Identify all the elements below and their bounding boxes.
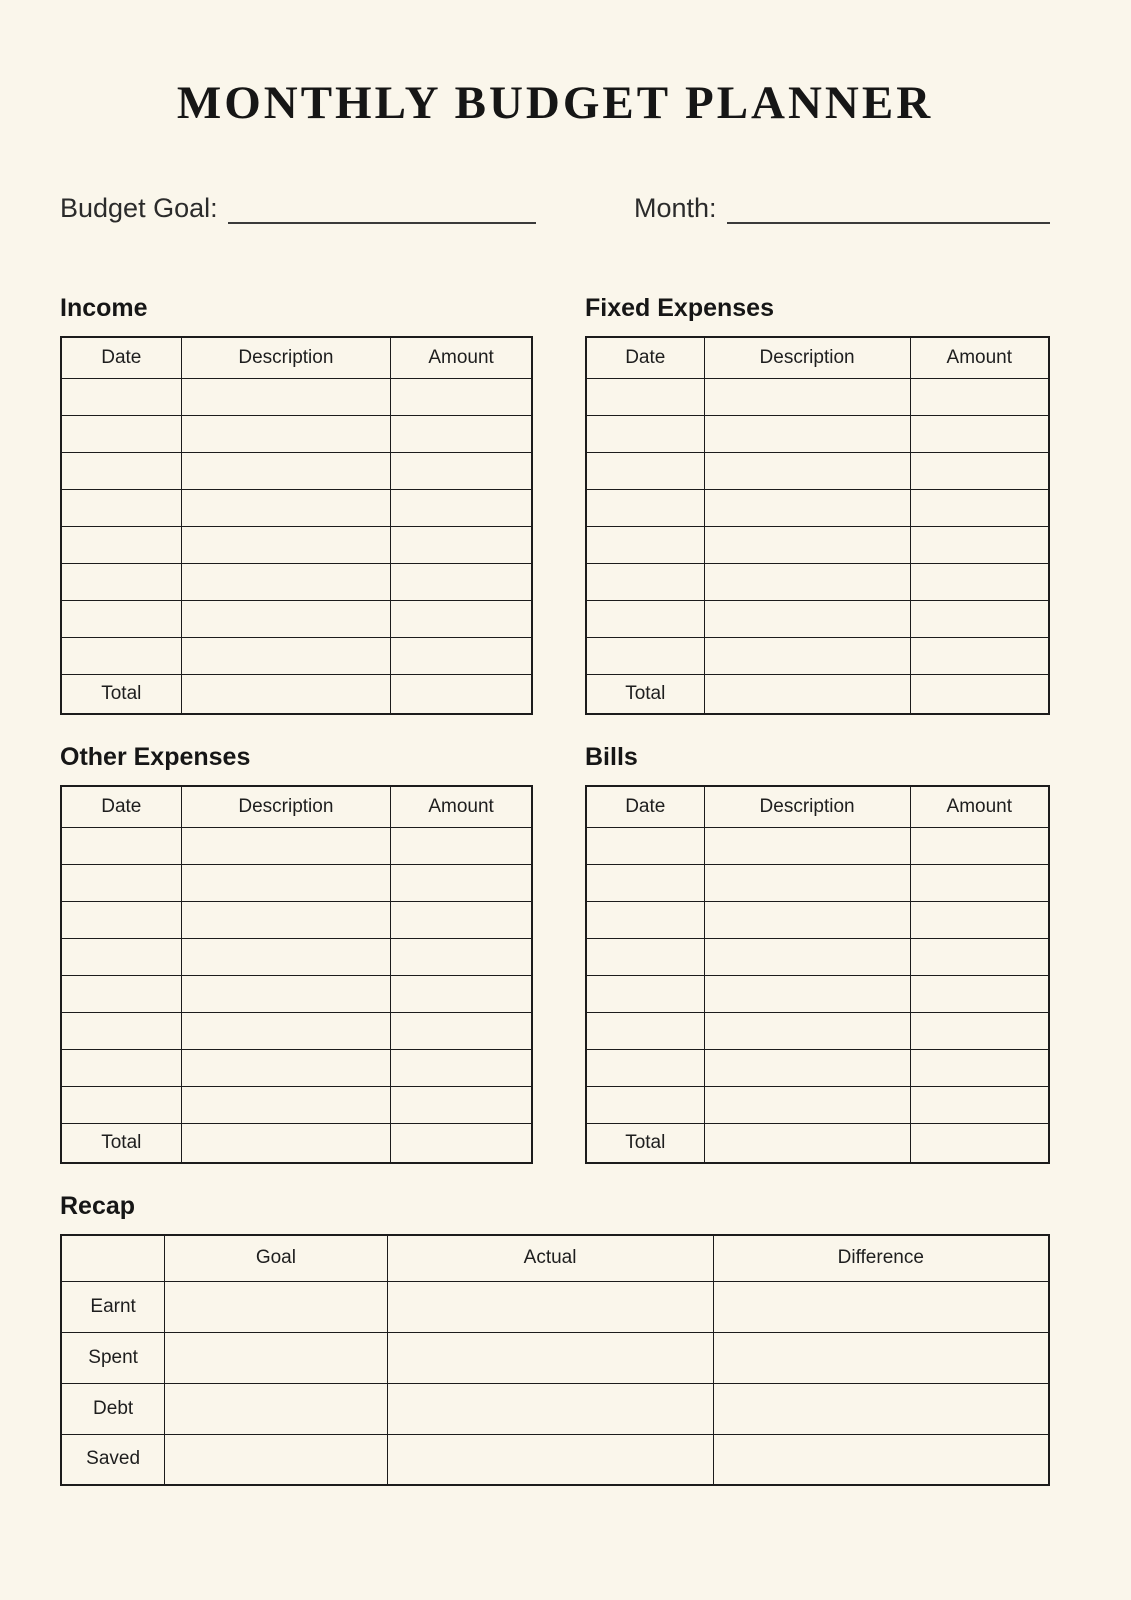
other-expenses-entry-cell[interactable] — [391, 938, 532, 975]
other-expenses-entry-cell[interactable] — [391, 901, 532, 938]
bills-row — [586, 901, 1049, 938]
section-heading-other-expenses: Other Expenses — [60, 743, 251, 771]
income-column-header: Amount — [391, 337, 532, 378]
recap-row — [61, 1434, 1049, 1485]
bills-column-header: Description — [704, 786, 910, 827]
recap-table — [60, 1234, 1050, 1486]
income-entry-cell[interactable] — [61, 600, 181, 637]
bills-row — [586, 1086, 1049, 1123]
page-title: MONTHLY BUDGET PLANNER — [176, 77, 934, 129]
other-expenses-entry-cell[interactable] — [181, 864, 391, 901]
bills-column-header: Amount — [910, 786, 1049, 827]
fixed-expenses-entry-cell[interactable] — [704, 600, 910, 637]
other-expenses-entry-cell[interactable] — [181, 1012, 391, 1049]
bills-row — [586, 975, 1049, 1012]
budget-goal-label: Budget Goal: — [60, 193, 218, 223]
income-entry-cell[interactable] — [181, 378, 391, 415]
income-row — [61, 489, 532, 526]
recap-column-header: Goal — [165, 1235, 387, 1281]
bills-entry-cell[interactable] — [586, 827, 704, 864]
bills-section — [585, 743, 1050, 1164]
recap-column-header — [61, 1235, 165, 1281]
fixed-expenses-entry-cell[interactable] — [586, 452, 704, 489]
income-entry-cell[interactable] — [391, 674, 532, 714]
other-expenses-entry-cell[interactable] — [391, 1012, 532, 1049]
section-heading-fixed-expenses: Fixed Expenses — [585, 294, 774, 322]
income-table — [60, 336, 533, 715]
income-column-header: Date — [61, 337, 181, 378]
fixed-expenses-row — [586, 637, 1049, 674]
other-expenses-row — [61, 901, 532, 938]
fixed-expenses-entry-cell[interactable] — [910, 489, 1049, 526]
fixed-expenses-row — [586, 563, 1049, 600]
income-entry-cell[interactable] — [391, 415, 532, 452]
fixed-expenses-column-header: Date — [586, 337, 704, 378]
bills-row — [586, 1049, 1049, 1086]
other-expenses-entry-cell[interactable] — [61, 827, 181, 864]
recap-column-header: Difference — [713, 1235, 1049, 1281]
bills-entry-cell[interactable] — [586, 975, 704, 1012]
fixed-expenses-entry-cell[interactable] — [704, 637, 910, 674]
bills-entry-cell[interactable] — [704, 827, 910, 864]
income-entry-cell[interactable] — [61, 637, 181, 674]
other-expenses-column-header: Description — [181, 786, 391, 827]
other-expenses-entry-cell[interactable] — [391, 1123, 532, 1163]
bills-entry-cell[interactable] — [910, 1012, 1049, 1049]
income-row — [61, 415, 532, 452]
month-label: Month: — [634, 193, 717, 223]
bills-table — [585, 785, 1050, 1164]
bills-entry-cell[interactable] — [586, 864, 704, 901]
month-field — [634, 192, 1050, 224]
recap-row-label: Spent — [61, 1332, 165, 1383]
recap-entry-cell[interactable] — [713, 1383, 1049, 1434]
recap-row-label: Saved — [61, 1434, 165, 1485]
income-row — [61, 563, 532, 600]
budget-goal-field — [60, 192, 536, 224]
bills-entry-cell[interactable] — [910, 1049, 1049, 1086]
other-expenses-entry-cell[interactable] — [61, 901, 181, 938]
fixed-expenses-row — [586, 452, 1049, 489]
income-entry-cell[interactable] — [181, 526, 391, 563]
other-expenses-entry-cell[interactable] — [181, 1123, 391, 1163]
other-expenses-total-label: Total — [61, 1123, 181, 1163]
other-expenses-entry-cell[interactable] — [61, 1012, 181, 1049]
fixed-expenses-section — [585, 294, 1050, 715]
bills-entry-cell[interactable] — [704, 901, 910, 938]
recap-entry-cell[interactable] — [387, 1332, 713, 1383]
bills-entry-cell[interactable] — [704, 864, 910, 901]
bills-entry-cell[interactable] — [586, 1086, 704, 1123]
recap-entry-cell[interactable] — [165, 1281, 387, 1332]
fixed-expenses-entry-cell[interactable] — [704, 563, 910, 600]
fixed-expenses-entry-cell[interactable] — [704, 378, 910, 415]
other-expenses-entry-cell[interactable] — [391, 827, 532, 864]
income-entry-cell[interactable] — [391, 600, 532, 637]
income-entry-cell[interactable] — [391, 637, 532, 674]
other-expenses-row — [61, 975, 532, 1012]
income-row — [61, 526, 532, 563]
income-entry-cell[interactable] — [61, 452, 181, 489]
recap-entry-cell[interactable] — [713, 1332, 1049, 1383]
other-expenses-entry-cell[interactable] — [391, 975, 532, 1012]
bills-entry-cell[interactable] — [910, 1123, 1049, 1163]
other-expenses-entry-cell[interactable] — [181, 938, 391, 975]
fixed-expenses-entry-cell[interactable] — [704, 489, 910, 526]
bills-row — [586, 827, 1049, 864]
income-entry-cell[interactable] — [61, 526, 181, 563]
income-entry-cell[interactable] — [181, 489, 391, 526]
bills-entry-cell[interactable] — [704, 1123, 910, 1163]
fixed-expenses-entry-cell[interactable] — [704, 526, 910, 563]
fixed-expenses-entry-cell[interactable] — [910, 452, 1049, 489]
bills-entry-cell[interactable] — [910, 827, 1049, 864]
bills-column-header: Date — [586, 786, 704, 827]
fixed-expenses-column-header: Amount — [910, 337, 1049, 378]
other-expenses-column-header: Amount — [391, 786, 532, 827]
recap-row — [61, 1383, 1049, 1434]
fixed-expenses-entry-cell[interactable] — [910, 674, 1049, 714]
other-expenses-row — [61, 1123, 532, 1163]
fixed-expenses-entry-cell[interactable] — [586, 526, 704, 563]
fixed-expenses-row — [586, 489, 1049, 526]
other-expenses-entry-cell[interactable] — [61, 975, 181, 1012]
income-entry-cell[interactable] — [61, 378, 181, 415]
bills-entry-cell[interactable] — [910, 1086, 1049, 1123]
recap-entry-cell[interactable] — [165, 1332, 387, 1383]
recap-row-label: Earnt — [61, 1281, 165, 1332]
other-expenses-row — [61, 1012, 532, 1049]
income-entry-cell[interactable] — [181, 600, 391, 637]
income-entry-cell[interactable] — [391, 563, 532, 600]
recap-row-label: Debt — [61, 1383, 165, 1434]
recap-section — [60, 1192, 1050, 1486]
recap-row — [61, 1281, 1049, 1332]
income-total-label: Total — [61, 674, 181, 714]
bills-row — [586, 1012, 1049, 1049]
other-expenses-entry-cell[interactable] — [181, 901, 391, 938]
fields-row — [60, 192, 1050, 224]
income-row — [61, 637, 532, 674]
tables-grid — [60, 294, 1050, 1164]
income-section — [60, 294, 533, 715]
other-expenses-column-header: Date — [61, 786, 181, 827]
other-expenses-entry-cell[interactable] — [181, 975, 391, 1012]
fixed-expenses-column-header: Description — [704, 337, 910, 378]
income-entry-cell[interactable] — [181, 415, 391, 452]
bills-entry-cell[interactable] — [586, 1012, 704, 1049]
recap-entry-cell[interactable] — [713, 1434, 1049, 1485]
recap-entry-cell[interactable] — [387, 1383, 713, 1434]
recap-entry-cell[interactable] — [165, 1434, 387, 1485]
other-expenses-row — [61, 1086, 532, 1123]
income-entry-cell[interactable] — [181, 563, 391, 600]
recap-entry-cell[interactable] — [165, 1383, 387, 1434]
fixed-expenses-entry-cell[interactable] — [910, 600, 1049, 637]
recap-row — [61, 1332, 1049, 1383]
other-expenses-entry-cell[interactable] — [391, 1049, 532, 1086]
fixed-expenses-entry-cell[interactable] — [704, 452, 910, 489]
other-expenses-row — [61, 827, 532, 864]
income-entry-cell[interactable] — [391, 452, 532, 489]
other-expenses-row — [61, 938, 532, 975]
other-expenses-entry-cell[interactable] — [61, 1049, 181, 1086]
other-expenses-entry-cell[interactable] — [391, 864, 532, 901]
fixed-expenses-entry-cell[interactable] — [910, 415, 1049, 452]
fixed-expenses-entry-cell[interactable] — [910, 378, 1049, 415]
other-expenses-entry-cell[interactable] — [181, 827, 391, 864]
fixed-expenses-row — [586, 378, 1049, 415]
income-row — [61, 674, 532, 714]
other-expenses-entry-cell[interactable] — [61, 938, 181, 975]
bills-entry-cell[interactable] — [704, 1012, 910, 1049]
other-expenses-row — [61, 864, 532, 901]
fixed-expenses-total-label: Total — [586, 674, 704, 714]
other-expenses-entry-cell[interactable] — [61, 864, 181, 901]
fixed-expenses-entry-cell[interactable] — [910, 526, 1049, 563]
bills-row — [586, 938, 1049, 975]
income-entry-cell[interactable] — [391, 526, 532, 563]
recap-entry-cell[interactable] — [387, 1281, 713, 1332]
month-input-line[interactable] — [727, 194, 1050, 224]
income-row — [61, 378, 532, 415]
recap-column-header: Actual — [387, 1235, 713, 1281]
other-expenses-entry-cell[interactable] — [61, 1086, 181, 1123]
fixed-expenses-table — [585, 336, 1050, 715]
bills-row — [586, 864, 1049, 901]
fixed-expenses-entry-cell[interactable] — [586, 600, 704, 637]
income-entry-cell[interactable] — [61, 563, 181, 600]
other-expenses-entry-cell[interactable] — [391, 1086, 532, 1123]
section-heading-income: Income — [60, 294, 148, 322]
bills-entry-cell[interactable] — [704, 1086, 910, 1123]
bills-entry-cell[interactable] — [586, 938, 704, 975]
income-entry-cell[interactable] — [391, 489, 532, 526]
bills-entry-cell[interactable] — [910, 975, 1049, 1012]
recap-entry-cell[interactable] — [387, 1434, 713, 1485]
income-entry-cell[interactable] — [181, 452, 391, 489]
bills-total-label: Total — [586, 1123, 704, 1163]
other-expenses-entry-cell[interactable] — [181, 1049, 391, 1086]
bills-entry-cell[interactable] — [704, 975, 910, 1012]
fixed-expenses-row — [586, 600, 1049, 637]
bills-entry-cell[interactable] — [910, 901, 1049, 938]
section-heading-recap: Recap — [60, 1192, 136, 1220]
fixed-expenses-row — [586, 415, 1049, 452]
other-expenses-row — [61, 1049, 532, 1086]
other-expenses-section — [60, 743, 533, 1164]
fixed-expenses-entry-cell[interactable] — [910, 563, 1049, 600]
income-entry-cell[interactable] — [61, 489, 181, 526]
income-entry-cell[interactable] — [181, 637, 391, 674]
recap-entry-cell[interactable] — [713, 1281, 1049, 1332]
fixed-expenses-entry-cell[interactable] — [704, 674, 910, 714]
income-row — [61, 452, 532, 489]
other-expenses-table — [60, 785, 533, 1164]
section-heading-bills: Bills — [585, 743, 638, 771]
other-expenses-entry-cell[interactable] — [181, 1086, 391, 1123]
bills-entry-cell[interactable] — [910, 864, 1049, 901]
fixed-expenses-row — [586, 674, 1049, 714]
bills-entry-cell[interactable] — [704, 1049, 910, 1086]
income-entry-cell[interactable] — [181, 674, 391, 714]
fixed-expenses-entry-cell[interactable] — [910, 637, 1049, 674]
fixed-expenses-row — [586, 526, 1049, 563]
bills-entry-cell[interactable] — [586, 1049, 704, 1086]
fixed-expenses-entry-cell[interactable] — [704, 415, 910, 452]
fixed-expenses-entry-cell[interactable] — [586, 489, 704, 526]
income-column-header: Description — [181, 337, 391, 378]
bills-entry-cell[interactable] — [910, 938, 1049, 975]
fixed-expenses-entry-cell[interactable] — [586, 415, 704, 452]
bills-entry-cell[interactable] — [586, 901, 704, 938]
fixed-expenses-entry-cell[interactable] — [586, 378, 704, 415]
bills-row — [586, 1123, 1049, 1163]
budget-goal-input-line[interactable] — [228, 194, 536, 224]
income-entry-cell[interactable] — [391, 378, 532, 415]
income-entry-cell[interactable] — [61, 415, 181, 452]
bills-entry-cell[interactable] — [704, 938, 910, 975]
income-row — [61, 600, 532, 637]
fixed-expenses-entry-cell[interactable] — [586, 637, 704, 674]
fixed-expenses-entry-cell[interactable] — [586, 563, 704, 600]
